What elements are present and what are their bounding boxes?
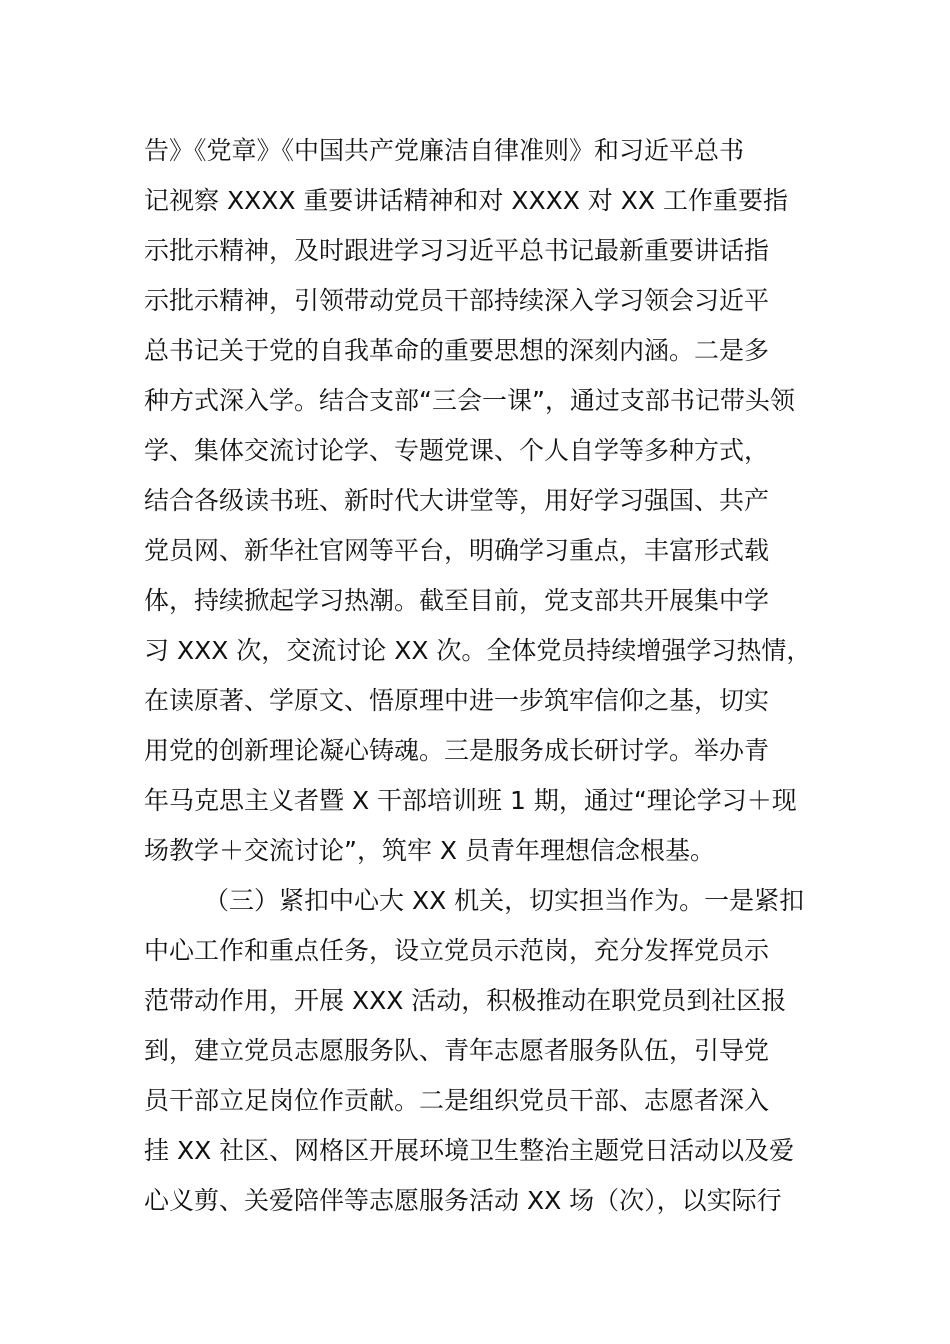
text-line: 场教学＋交流讨论”，筑牢 X 员青年理想信念根基。	[144, 836, 715, 865]
text-line: 年马克思主义者暨 X 干部培训班 1 期，通过“理论学习＋现	[144, 786, 797, 815]
text-line: 用党的创新理论凝心铸魂。三是服务成长研讨学。举办青	[144, 736, 770, 765]
text-line: 到，建立党员志愿服务队、青年志愿者服务队伍，引导党	[144, 1036, 770, 1065]
text-line: 心义剪、关爱陪伴等志愿服务活动 XX 场（次），以实际行	[144, 1186, 782, 1215]
text-line: 中心工作和重点任务，设立党员示范岗，充分发挥党员示	[144, 936, 770, 965]
text-line: 体，持续掀起学习热潮。截至目前，党支部共开展集中学	[144, 586, 770, 615]
text-line: 习 XXX 次，交流讨论 XX 次。全体党员持续增强学习热情，	[144, 636, 812, 665]
text-line: 告》《党章》《中国共产党廉洁自律准则》和习近平总书	[144, 136, 745, 165]
text-line: 员干部立足岗位作贡献。二是组织党员干部、志愿者深入	[144, 1086, 770, 1115]
text-line: 总书记关于党的自我革命的重要思想的深刻内涵。二是多	[144, 336, 770, 365]
text-line: 种方式深入学。结合支部“三会一课”，通过支部书记带头领	[144, 386, 795, 415]
text-line: 挂 XX 社区、网格区开展环境卫生整治主题党日活动以及爱	[144, 1136, 795, 1165]
document-body	[144, 126, 844, 1226]
text-line: 学、集体交流讨论学、专题党课、个人自学等多种方式，	[144, 436, 770, 465]
text-line: 记视察 XXXX 重要讲话精神和对 XXXX 对 XX 工作重要指	[144, 186, 788, 215]
text-line: 在读原著、学原文、悟原理中进一步筑牢信仰之基，切实	[144, 686, 770, 715]
text-line: 示批示精神，及时跟进学习习近平总书记最新重要讲话指	[144, 236, 770, 265]
text-line: 结合各级读书班、新时代大讲堂等，用好学习强国、共产	[144, 486, 770, 515]
text-line: 范带动作用，开展 XXX 活动，积极推动在职党员到社区报	[144, 986, 787, 1015]
text-line: 党员网、新华社官网等平台，明确学习重点，丰富形式载	[144, 536, 770, 565]
text-line: 示批示精神，引领带动党员干部持续深入学习领会习近平	[144, 286, 770, 315]
section-heading-line: （三）紧扣中心大 XX 机关，切实担当作为。一是紧扣	[204, 886, 805, 915]
